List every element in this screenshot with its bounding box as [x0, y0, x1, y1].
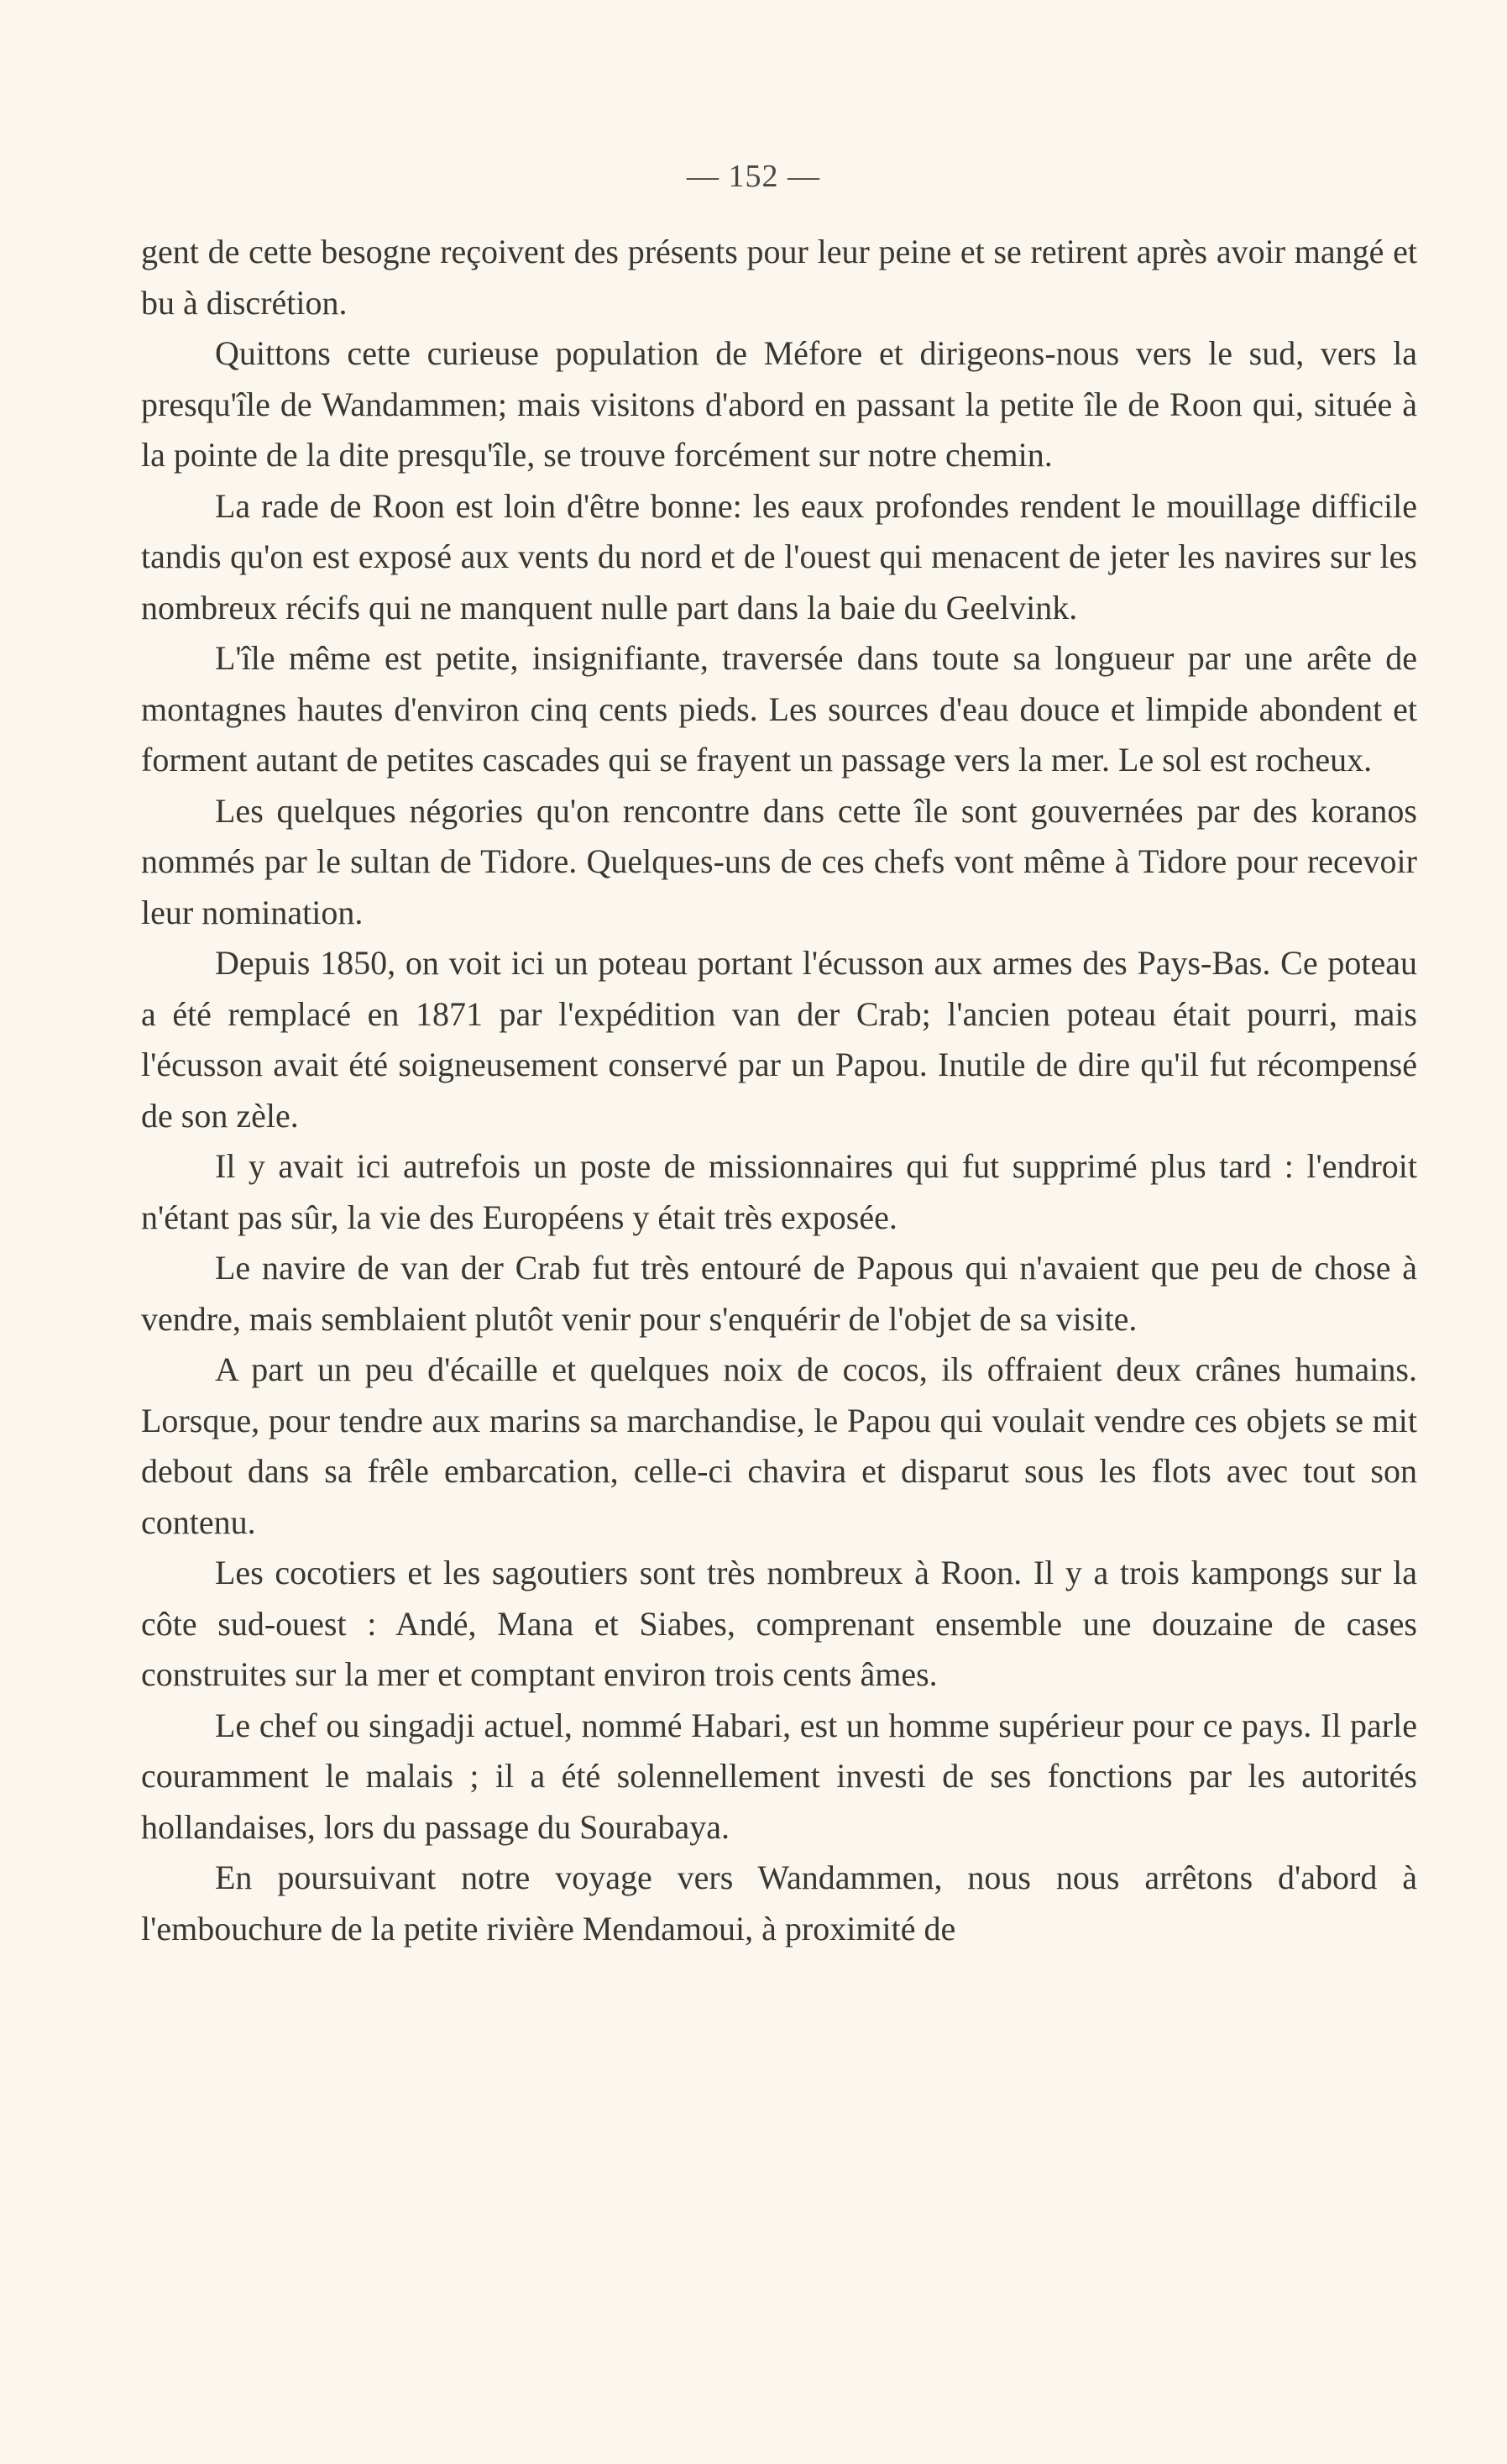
paragraph: gent de cette besogne reçoivent des présents pour leur peine et se retirent après avoir mangé et bu à discrétion.: [141, 233, 1417, 322]
paragraph: A part un peu d'écaille et quelques noix de cocos, ils offraient deux crânes humains. Lorsque, pour tendre aux marins sa marchandise, le Papou qui voulait vendre ces objets se mit debout dans sa frêle embarcation, celle-ci chavira et disparut sous les flots avec tout son contenu.: [141, 1350, 1417, 1541]
paragraph: Le chef ou singadji actuel, nommé Habari, est un homme supérieur pour ce pays. Il parle couramment le malais ; il a été solennellement investi de ses fonctions par les autorités hollandaises, lors du passage du Sourabaya.: [141, 1706, 1417, 1846]
body-text: [141, 227, 1417, 1954]
paragraph: Quittons cette curieuse population de Méfore et dirigeons-nous vers le sud, vers la presqu'île de Wandammen; mais visitons d'abord en passant la petite île de Roon qui, située à la pointe de la dite presqu'île, se trouve forcément sur notre chemin.: [141, 334, 1417, 474]
paragraph: Depuis 1850, on voit ici un poteau portant l'écusson aux armes des Pays-Bas. Ce poteau a été remplacé en 1871 par l'expédition van der Crab; l'ancien poteau était pourri, mais l'écusson avait été soigneusement conservé par un Papou. Inutile de dire qu'il fut récompensé de son zèle.: [141, 944, 1417, 1135]
paragraph: Le navire de van der Crab fut très entouré de Papous qui n'avaient que peu de chose à vendre, mais semblaient plutôt venir pour s'enquérir de l'objet de sa visite.: [141, 1249, 1417, 1338]
page-number: — 152 —: [687, 159, 820, 194]
paragraph: En poursuivant notre voyage vers Wandammen, nous nous arrêtons d'abord à l'embouchure de la petite rivière Mendamoui, à proximité de: [141, 1858, 1417, 1948]
paragraph: Les quelques négories qu'on rencontre dans cette île sont gouvernées par des koranos nommés par le sultan de Tidore. Quelques-uns de ces chefs vont même à Tidore pour recevoir leur nomination.: [141, 791, 1417, 931]
paragraph: La rade de Roon est loin d'être bonne: les eaux profondes rendent le mouillage difficile tandis qu'on est exposé aux vents du nord et de l'ouest qui menacent de jeter les navires sur les nombreux récifs qui ne manquent nulle part dans la baie du Geelvink.: [141, 486, 1417, 626]
paragraph: Les cocotiers et les sagoutiers sont très nombreux à Roon. Il y a trois kampongs sur la côte sud-ouest : Andé, Mana et Siabes, comprenant ensemble une douzaine de cases construites sur la mer et comptant environ trois cents âmes.: [141, 1554, 1417, 1693]
paragraph: Il y avait ici autrefois un poste de missionnaires qui fut supprimé plus tard : l'endroit n'étant pas sûr, la vie des Européens y était très exposée.: [141, 1147, 1417, 1236]
paragraph: L'île même est petite, insignifiante, traversée dans toute sa longueur par une arête de montagnes hautes d'environ cinq cents pieds. Les sources d'eau douce et limpide abondent et forment autant de petites cascades qui se frayent un passage vers la mer. Le sol est rocheux.: [141, 639, 1417, 779]
